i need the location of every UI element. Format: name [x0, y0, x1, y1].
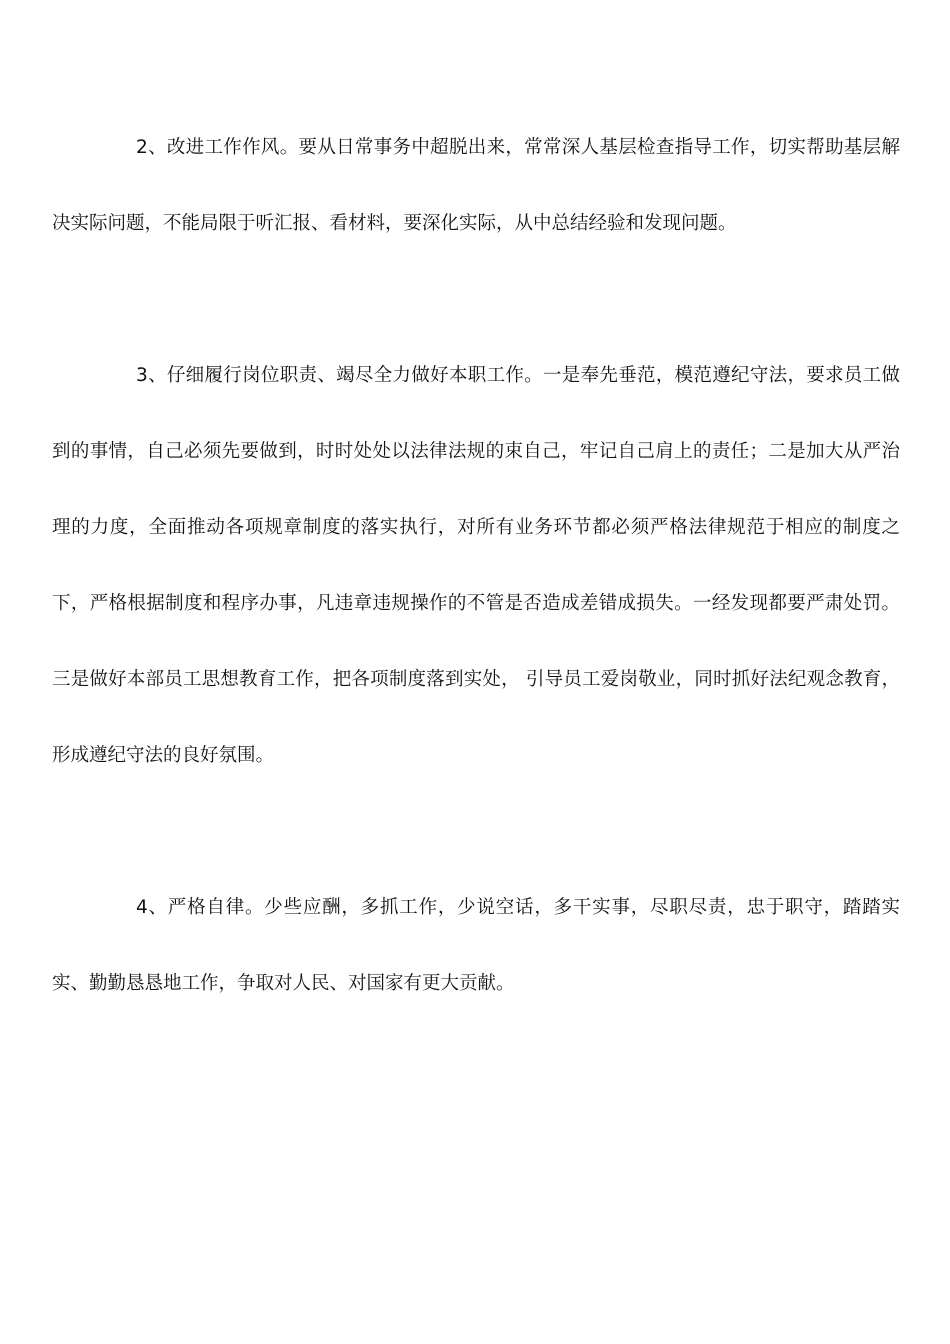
paragraph-4-self-discipline: 4、严格自律。少些应酬，多抓工作，少说空话，多干实事，尽职尽责，忠于职守，踏踏实实、勤勤恳恳地工作，争取对人民、对国家有更大贡献。: [52, 897, 900, 994]
paragraph-spacer: [52, 262, 900, 338]
paragraph-2-improve-work-style: 2、改进工作作风。要从日常事务中超脱出来，常常深人基层检查指导工作，切实帮助基层解决实际问题，不能局限于听汇报、看材料，要深化实际，从中总结经验和发现问题。: [52, 137, 900, 234]
document-body: [52, 110, 900, 1022]
paragraph-3-fulfill-duties: 3、仔细履行岗位职责、竭尽全力做好本职工作。一是奉先垂范，模范遵纪守法，要求员工做到的事情，自己必须先要做到，时时处处以法律法规的束自己，牢记自己肩上的责任；二是加大从严治理的力度，全面推动各项规章制度的落实执行，对所有业务环节都必须严格法律规范于相应的制度之下，严格根据制度和程序办事，凡违章违规操作的不管是否造成差错成损失。一经发现都要严肃处罚。三是做好本部员工思想教育工作，把各项制度落到实处， 引导员工爱岗敬业，同时抓好法纪观念教育，形成遵纪守法的良好氛围。: [52, 365, 900, 766]
paragraph-spacer: [52, 794, 900, 870]
